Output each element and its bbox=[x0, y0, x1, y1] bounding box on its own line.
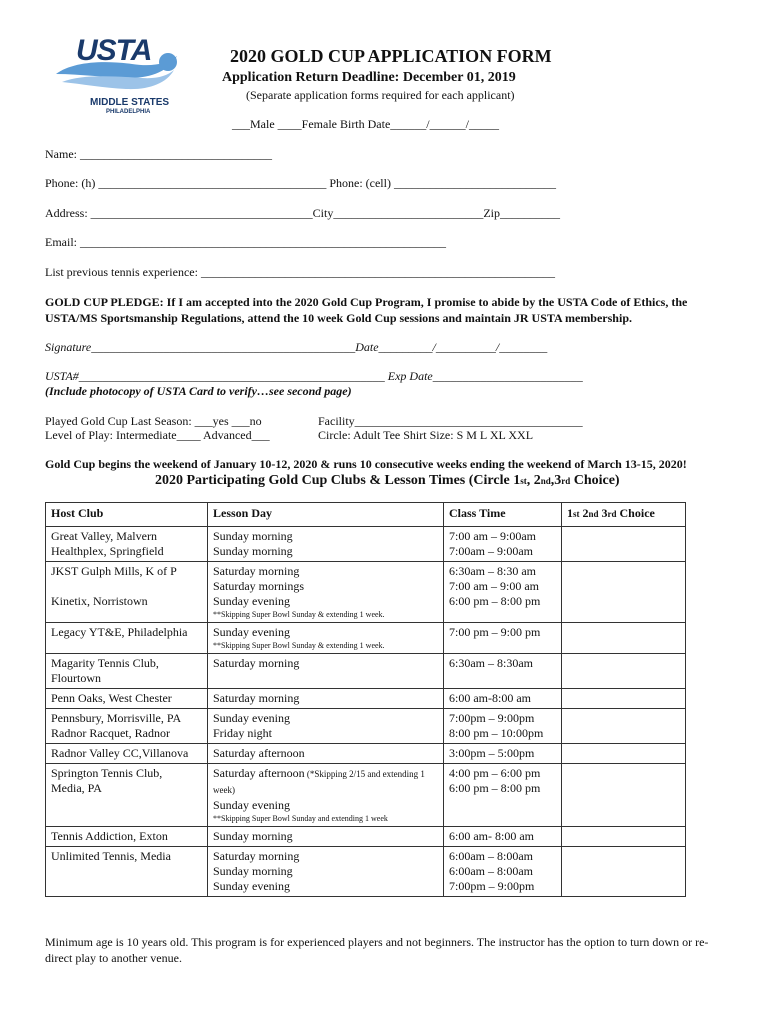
skip-note: (*Skipping 2/15 and extending 1 week) bbox=[213, 769, 425, 795]
header-host-club: Host Club bbox=[46, 503, 208, 527]
choice-cell[interactable] bbox=[562, 562, 686, 623]
table-row bbox=[46, 527, 686, 562]
table-row bbox=[46, 764, 686, 827]
gold-cup-pledge: GOLD CUP PLEDGE: If I am accepted into the 2020 Gold Cup Program, I promise to abide by the USTA Code of Ethics, the USTA/MS Sportsmanship Regulations, attend the 10 week Gold Cup sessions and maintain JR USTA membership. bbox=[45, 295, 688, 325]
choice-cell[interactable] bbox=[562, 709, 686, 744]
usta-logo bbox=[52, 34, 184, 122]
host-club-cell: Pennsbury, Morrisville, PA Radnor Racquet, Radnor bbox=[46, 709, 208, 744]
level-of-play-field[interactable]: Level of Play: Intermediate____ Advanced___ bbox=[45, 428, 270, 442]
photocopy-note: (Include photocopy of USTA Card to verify…see second page) bbox=[45, 384, 352, 398]
gender-birthdate-field[interactable]: ___Male ____Female Birth Date______/______/_____ bbox=[232, 117, 499, 131]
table-title: 2020 Participating Gold Cup Clubs & Lesson Times (Circle 1st, 2nd,3rd Choice) bbox=[155, 473, 620, 488]
choice-cell[interactable] bbox=[562, 623, 686, 654]
lesson-day-cell: Saturday afternoon (*Skipping 2/15 and extending 1 week) Sunday evening **Skipping Super Bowl Sunday and extending 1 week bbox=[208, 764, 444, 827]
usta-number-field[interactable]: USTA#___________________________________________________ Exp Date_________________________ bbox=[45, 369, 583, 383]
facility-field[interactable]: Facility______________________________________ bbox=[318, 414, 583, 428]
choice-cell[interactable] bbox=[562, 744, 686, 764]
class-time-cell: 6:30am – 8:30am bbox=[444, 654, 562, 689]
super-bowl-note: **Skipping Super Bowl Sunday and extending 1 week bbox=[213, 814, 388, 823]
choice-cell[interactable] bbox=[562, 847, 686, 897]
email-field[interactable]: Email: _____________________________________________________________ bbox=[45, 235, 446, 249]
lesson-day-cell: Sunday morning Sunday morning bbox=[208, 527, 444, 562]
class-time-cell: 7:00 pm – 9:00 pm bbox=[444, 623, 562, 654]
host-club-cell: Radnor Valley CC,Villanova bbox=[46, 744, 208, 764]
table-row bbox=[46, 744, 686, 764]
lesson-day-cell: Saturday morning Sunday morning Sunday evening bbox=[208, 847, 444, 897]
host-club-cell: Legacy YT&E, Philadelphia bbox=[46, 623, 208, 654]
class-time-cell: 7:00 am – 9:00am 7:00am – 9:00am bbox=[444, 527, 562, 562]
host-club-cell: Magarity Tennis Club, Flourtown bbox=[46, 654, 208, 689]
lesson-day-cell: Saturday morning Saturday mornings Sunday evening **Skipping Super Bowl Sunday & extending 1 week. bbox=[208, 562, 444, 623]
header-lesson-day: Lesson Day bbox=[208, 503, 444, 527]
phone-field[interactable]: Phone: (h) ______________________________________ Phone: (cell) ___________________________ bbox=[45, 176, 556, 190]
class-time-cell: 7:00pm – 9:00pm 8:00 pm – 10:00pm bbox=[444, 709, 562, 744]
separate-note: (Separate application forms required for each applicant) bbox=[246, 88, 515, 102]
lesson-day-cell: Saturday afternoon bbox=[208, 744, 444, 764]
host-club-cell: Tennis Addiction, Exton bbox=[46, 827, 208, 847]
class-time-cell: 4:00 pm – 6:00 pm 6:00 pm – 8:00 pm bbox=[444, 764, 562, 827]
logo-region: MIDDLE STATES bbox=[90, 97, 170, 108]
class-time-cell: 6:00 am-8:00 am bbox=[444, 689, 562, 709]
table-row bbox=[46, 623, 686, 654]
table-row bbox=[46, 562, 686, 623]
table-header-row bbox=[46, 503, 686, 527]
super-bowl-note: **Skipping Super Bowl Sunday & extending 1 week. bbox=[213, 610, 385, 619]
header-class-time: Class Time bbox=[444, 503, 562, 527]
address-field[interactable]: Address: _____________________________________City_________________________Zip__________ bbox=[45, 206, 560, 220]
shirt-size-field[interactable]: Circle: Adult Tee Shirt Size: S M L XL XXL bbox=[318, 428, 534, 442]
choice-cell[interactable] bbox=[562, 764, 686, 827]
minimum-age-note: Minimum age is 10 years old. This program is for experienced players and not beginners. The instructor has the option to turn down or re-direct play to another venue. bbox=[45, 935, 709, 965]
choice-cell[interactable] bbox=[562, 689, 686, 709]
logo-city: PHILADELPHIA bbox=[106, 109, 151, 115]
table-row bbox=[46, 847, 686, 897]
host-club-cell: Springton Tennis Club, Media, PA bbox=[46, 764, 208, 827]
logo-brand: USTA bbox=[76, 34, 152, 67]
super-bowl-note: **Skipping Super Bowl Sunday & extending 1 week. bbox=[213, 641, 385, 650]
class-time-cell: 6:00am – 8:00am 6:00am – 8:00am 7:00pm – 9:00pm bbox=[444, 847, 562, 897]
host-club-cell: Great Valley, Malvern Healthplex, Springfield bbox=[46, 527, 208, 562]
host-club-cell: Penn Oaks, West Chester bbox=[46, 689, 208, 709]
clubs-table bbox=[45, 502, 686, 897]
choice-cell[interactable] bbox=[562, 654, 686, 689]
lesson-day-cell: Sunday morning bbox=[208, 827, 444, 847]
table-row bbox=[46, 827, 686, 847]
experience-field[interactable]: List previous tennis experience: ___________________________________________________________ bbox=[45, 265, 555, 279]
deadline: Application Return Deadline: December 01, 2019 bbox=[222, 70, 516, 85]
table-row bbox=[46, 689, 686, 709]
lesson-day-cell: Saturday morning bbox=[208, 654, 444, 689]
class-time-cell: 3:00pm – 5:00pm bbox=[444, 744, 562, 764]
choice-cell[interactable] bbox=[562, 527, 686, 562]
form-title: 2020 GOLD CUP APPLICATION FORM bbox=[230, 46, 552, 66]
table-row bbox=[46, 654, 686, 689]
lesson-day-cell: Sunday evening Friday night bbox=[208, 709, 444, 744]
host-club-cell: JKST Gulph Mills, K of P Kinetix, Norristown bbox=[46, 562, 208, 623]
header-choice: 1st 2nd 3rd Choice bbox=[562, 503, 686, 527]
lesson-day-cell: Sunday evening **Skipping Super Bowl Sunday & extending 1 week. bbox=[208, 623, 444, 654]
signature-field[interactable]: Signature____________________________________________Date_________/__________/________ bbox=[45, 340, 548, 354]
season-dates-note: Gold Cup begins the weekend of January 10-12, 2020 & runs 10 consecutive weeks ending the weekend of March 13-15, 2020! bbox=[45, 457, 687, 471]
choice-cell[interactable] bbox=[562, 827, 686, 847]
host-club-cell: Unlimited Tennis, Media bbox=[46, 847, 208, 897]
played-last-season-field[interactable]: Played Gold Cup Last Season: ___yes ___no bbox=[45, 414, 262, 428]
lesson-day-cell: Saturday morning bbox=[208, 689, 444, 709]
name-field[interactable]: Name: ________________________________ bbox=[45, 147, 272, 161]
table-row bbox=[46, 709, 686, 744]
class-time-cell: 6:00 am- 8:00 am bbox=[444, 827, 562, 847]
class-time-cell: 6:30am – 8:30 am 7:00 am – 9:00 am 6:00 pm – 8:00 pm bbox=[444, 562, 562, 623]
